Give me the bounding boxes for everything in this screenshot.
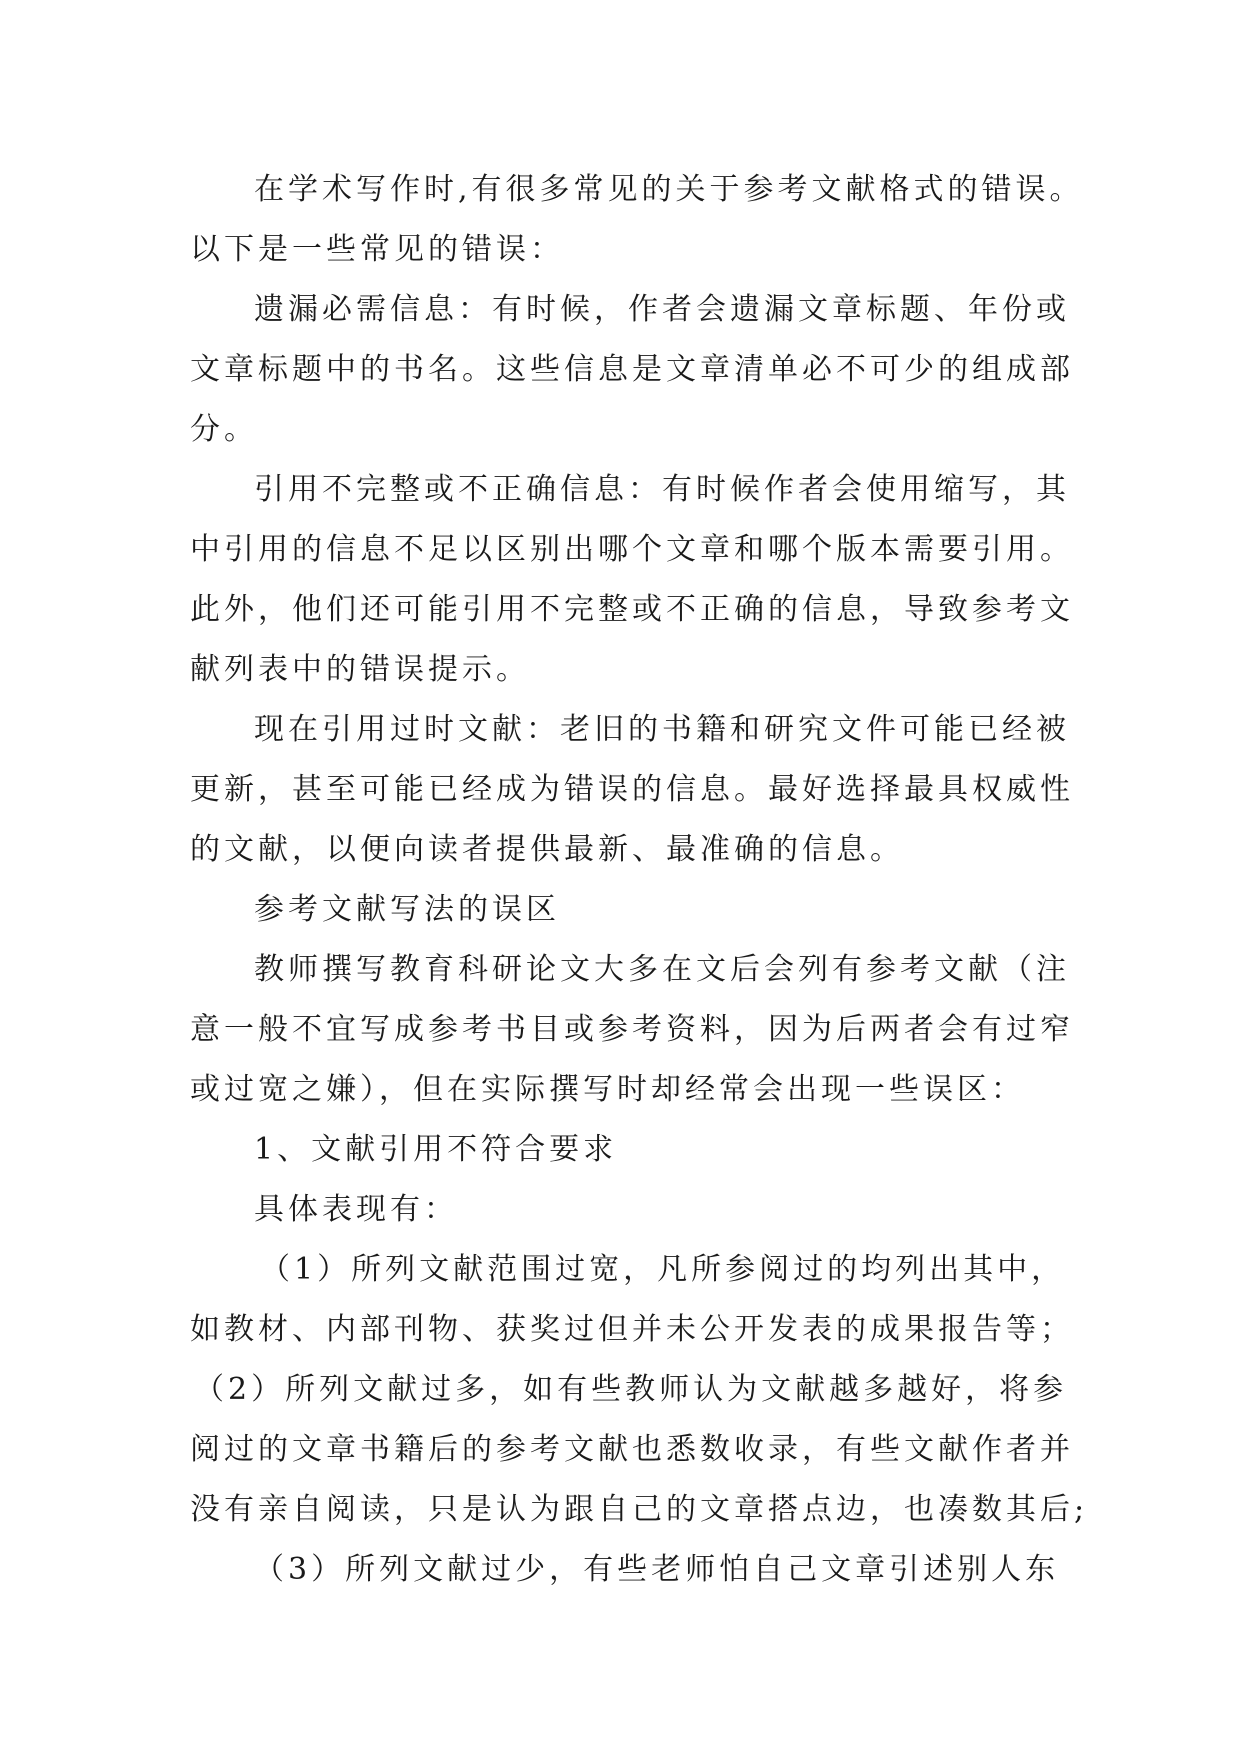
document-body [190,160,1090,1600]
paragraph-line: 或过宽之嫌），但在实际撰写时却经常会出现一些误区： [190,1072,1025,1107]
list-item-line: （3）所列文献过少，有些老师怕自己文章引述别人东 [254,1552,1060,1587]
paragraph-line: 此外，他们还可能引用不完整或不正确的信息，导致参考文 [190,592,1074,627]
paragraph-line: 意一般不宜写成参考书目或参考资料，因为后两者会有过窄 [190,1012,1074,1047]
paragraph-line: 遗漏必需信息：有时候，作者会遗漏文章标题、年份或 [254,292,1070,327]
paragraph-line: 具体表现有： [254,1192,458,1227]
list-item-line: 没有亲自阅读，只是认为跟自己的文章搭点边，也凑数其后; [190,1492,1089,1527]
list-item-line: 如教材、内部刊物、获奖过但并未公开发表的成果报告等； [190,1312,1074,1347]
paragraph-line: 在学术写作时,有很多常见的关于参考文献格式的错误。 [254,172,1084,207]
paragraph-line: 现在引用过时文献：老旧的书籍和研究文件可能已经被 [254,712,1070,747]
list-item-line: （1）所列文献范围过宽，凡所参阅过的均列出其中， [260,1252,1066,1287]
paragraph-line: 更新，甚至可能已经成为错误的信息。最好选择最具权威性 [190,772,1074,807]
paragraph-line: 教师撰写教育科研论文大多在文后会列有参考文献（注 [254,952,1070,987]
subheading: 1、文献引用不符合要求 [254,1132,618,1167]
paragraph-line: 中引用的信息不足以区别出哪个文章和哪个版本需要引用。 [190,532,1074,567]
section-heading: 参考文献写法的误区 [254,892,560,927]
paragraph-line: 以下是一些常见的错误： [190,232,564,267]
paragraph-line: 献列表中的错误提示。 [190,652,530,687]
paragraph-line: 的文献，以便向读者提供最新、最准确的信息。 [190,832,904,867]
paragraph-line: 文章标题中的书名。这些信息是文章清单必不可少的组成部 [190,352,1074,387]
list-item-line: （2）所列文献过多，如有些教师认为文献越多越好，将参 [194,1372,1068,1407]
paragraph-line: 分。 [190,412,258,447]
paragraph-line: 引用不完整或不正确信息：有时候作者会使用缩写，其 [254,472,1070,507]
list-item-line: 阅过的文章书籍后的参考文献也悉数收录，有些文献作者并 [190,1432,1074,1467]
